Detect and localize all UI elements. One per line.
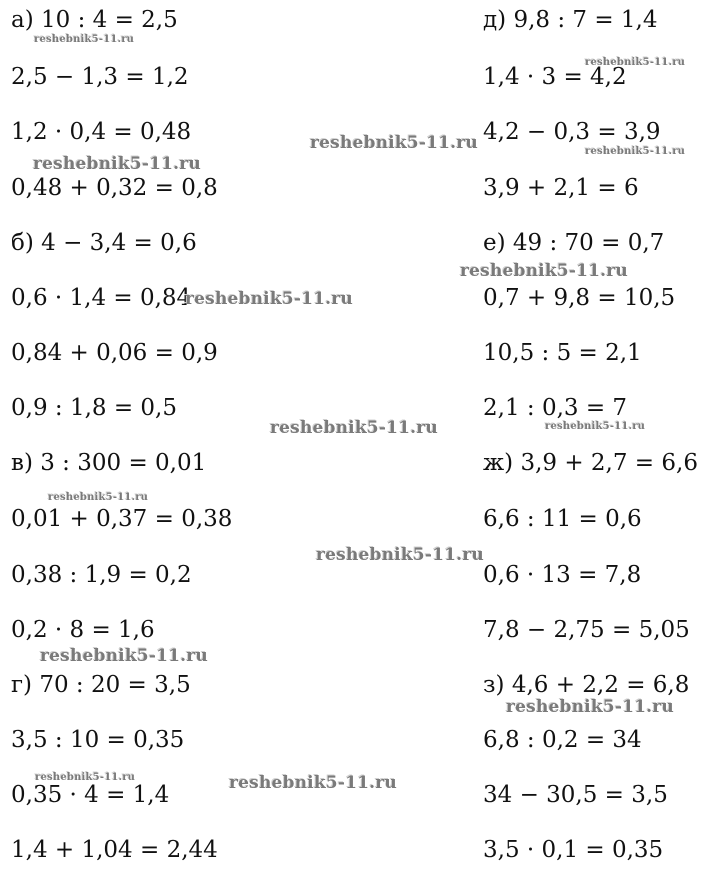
left-line-15: 0,35 · 4 = 1,4: [11, 782, 170, 808]
left-line-4: 0,48 + 0,32 = 0,8: [11, 175, 218, 201]
right-line-13: з) 4,6 + 2,2 = 6,8: [483, 672, 690, 698]
right-line-9: ж) 3,9 + 2,7 = 6,6: [483, 450, 698, 476]
right-line-6: 0,7 + 9,8 = 10,5: [483, 285, 676, 311]
watermark: reshebnik5-11.ru: [34, 34, 135, 45]
right-line-5: е) 49 : 70 = 0,7: [483, 230, 665, 256]
left-line-16: 1,4 + 1,04 = 2,44: [11, 837, 218, 863]
watermark: reshebnik5-11.ru: [40, 646, 208, 666]
watermark: reshebnik5-11.ru: [229, 773, 397, 793]
right-line-3: 4,2 − 0,3 = 3,9: [483, 119, 661, 145]
right-line-7: 10,5 : 5 = 2,1: [483, 340, 642, 366]
right-line-10: 6,6 : 11 = 0,6: [483, 506, 642, 532]
left-line-6: 0,6 · 1,4 = 0,84: [11, 285, 192, 311]
right-line-14: 6,8 : 0,2 = 34: [483, 727, 642, 753]
left-line-8: 0,9 : 1,8 = 0,5: [11, 395, 177, 421]
left-line-5: б) 4 − 3,4 = 0,6: [11, 230, 197, 256]
watermark: reshebnik5-11.ru: [506, 697, 674, 717]
right-line-8: 2,1 : 0,3 = 7: [483, 395, 628, 421]
watermark: reshebnik5-11.ru: [310, 133, 478, 153]
right-line-11: 0,6 · 13 = 7,8: [483, 562, 642, 588]
watermark: reshebnik5-11.ru: [460, 261, 628, 281]
left-line-11: 0,38 : 1,9 = 0,2: [11, 562, 192, 588]
left-line-7: 0,84 + 0,06 = 0,9: [11, 340, 218, 366]
watermark: reshebnik5-11.ru: [585, 146, 686, 157]
left-line-13: г) 70 : 20 = 3,5: [11, 672, 191, 698]
right-line-4: 3,9 + 2,1 = 6: [483, 175, 639, 201]
left-line-14: 3,5 : 10 = 0,35: [11, 727, 185, 753]
watermark: reshebnik5-11.ru: [270, 418, 438, 438]
right-line-16: 3,5 · 0,1 = 0,35: [483, 837, 664, 863]
right-line-15: 34 − 30,5 = 3,5: [483, 782, 668, 808]
watermark: reshebnik5-11.ru: [316, 545, 484, 565]
right-line-1: д) 9,8 : 7 = 1,4: [483, 7, 658, 33]
left-line-1: а) 10 : 4 = 2,5: [11, 7, 178, 33]
left-line-2: 2,5 − 1,3 = 1,2: [11, 64, 189, 90]
left-line-9: в) 3 : 300 = 0,01: [11, 450, 207, 476]
watermark: reshebnik5-11.ru: [33, 154, 201, 174]
watermark: reshebnik5-11.ru: [48, 492, 149, 503]
watermark: reshebnik5-11.ru: [185, 289, 353, 309]
right-line-2: 1,4 · 3 = 4,2: [483, 64, 627, 90]
right-line-12: 7,8 − 2,75 = 5,05: [483, 617, 690, 643]
left-line-12: 0,2 · 8 = 1,6: [11, 617, 155, 643]
left-line-10: 0,01 + 0,37 = 0,38: [11, 506, 233, 532]
watermark: reshebnik5-11.ru: [545, 421, 646, 432]
watermark: reshebnik5-11.ru: [35, 772, 136, 783]
watermark: reshebnik5-11.ru: [585, 57, 686, 68]
left-line-3: 1,2 · 0,4 = 0,48: [11, 119, 192, 145]
